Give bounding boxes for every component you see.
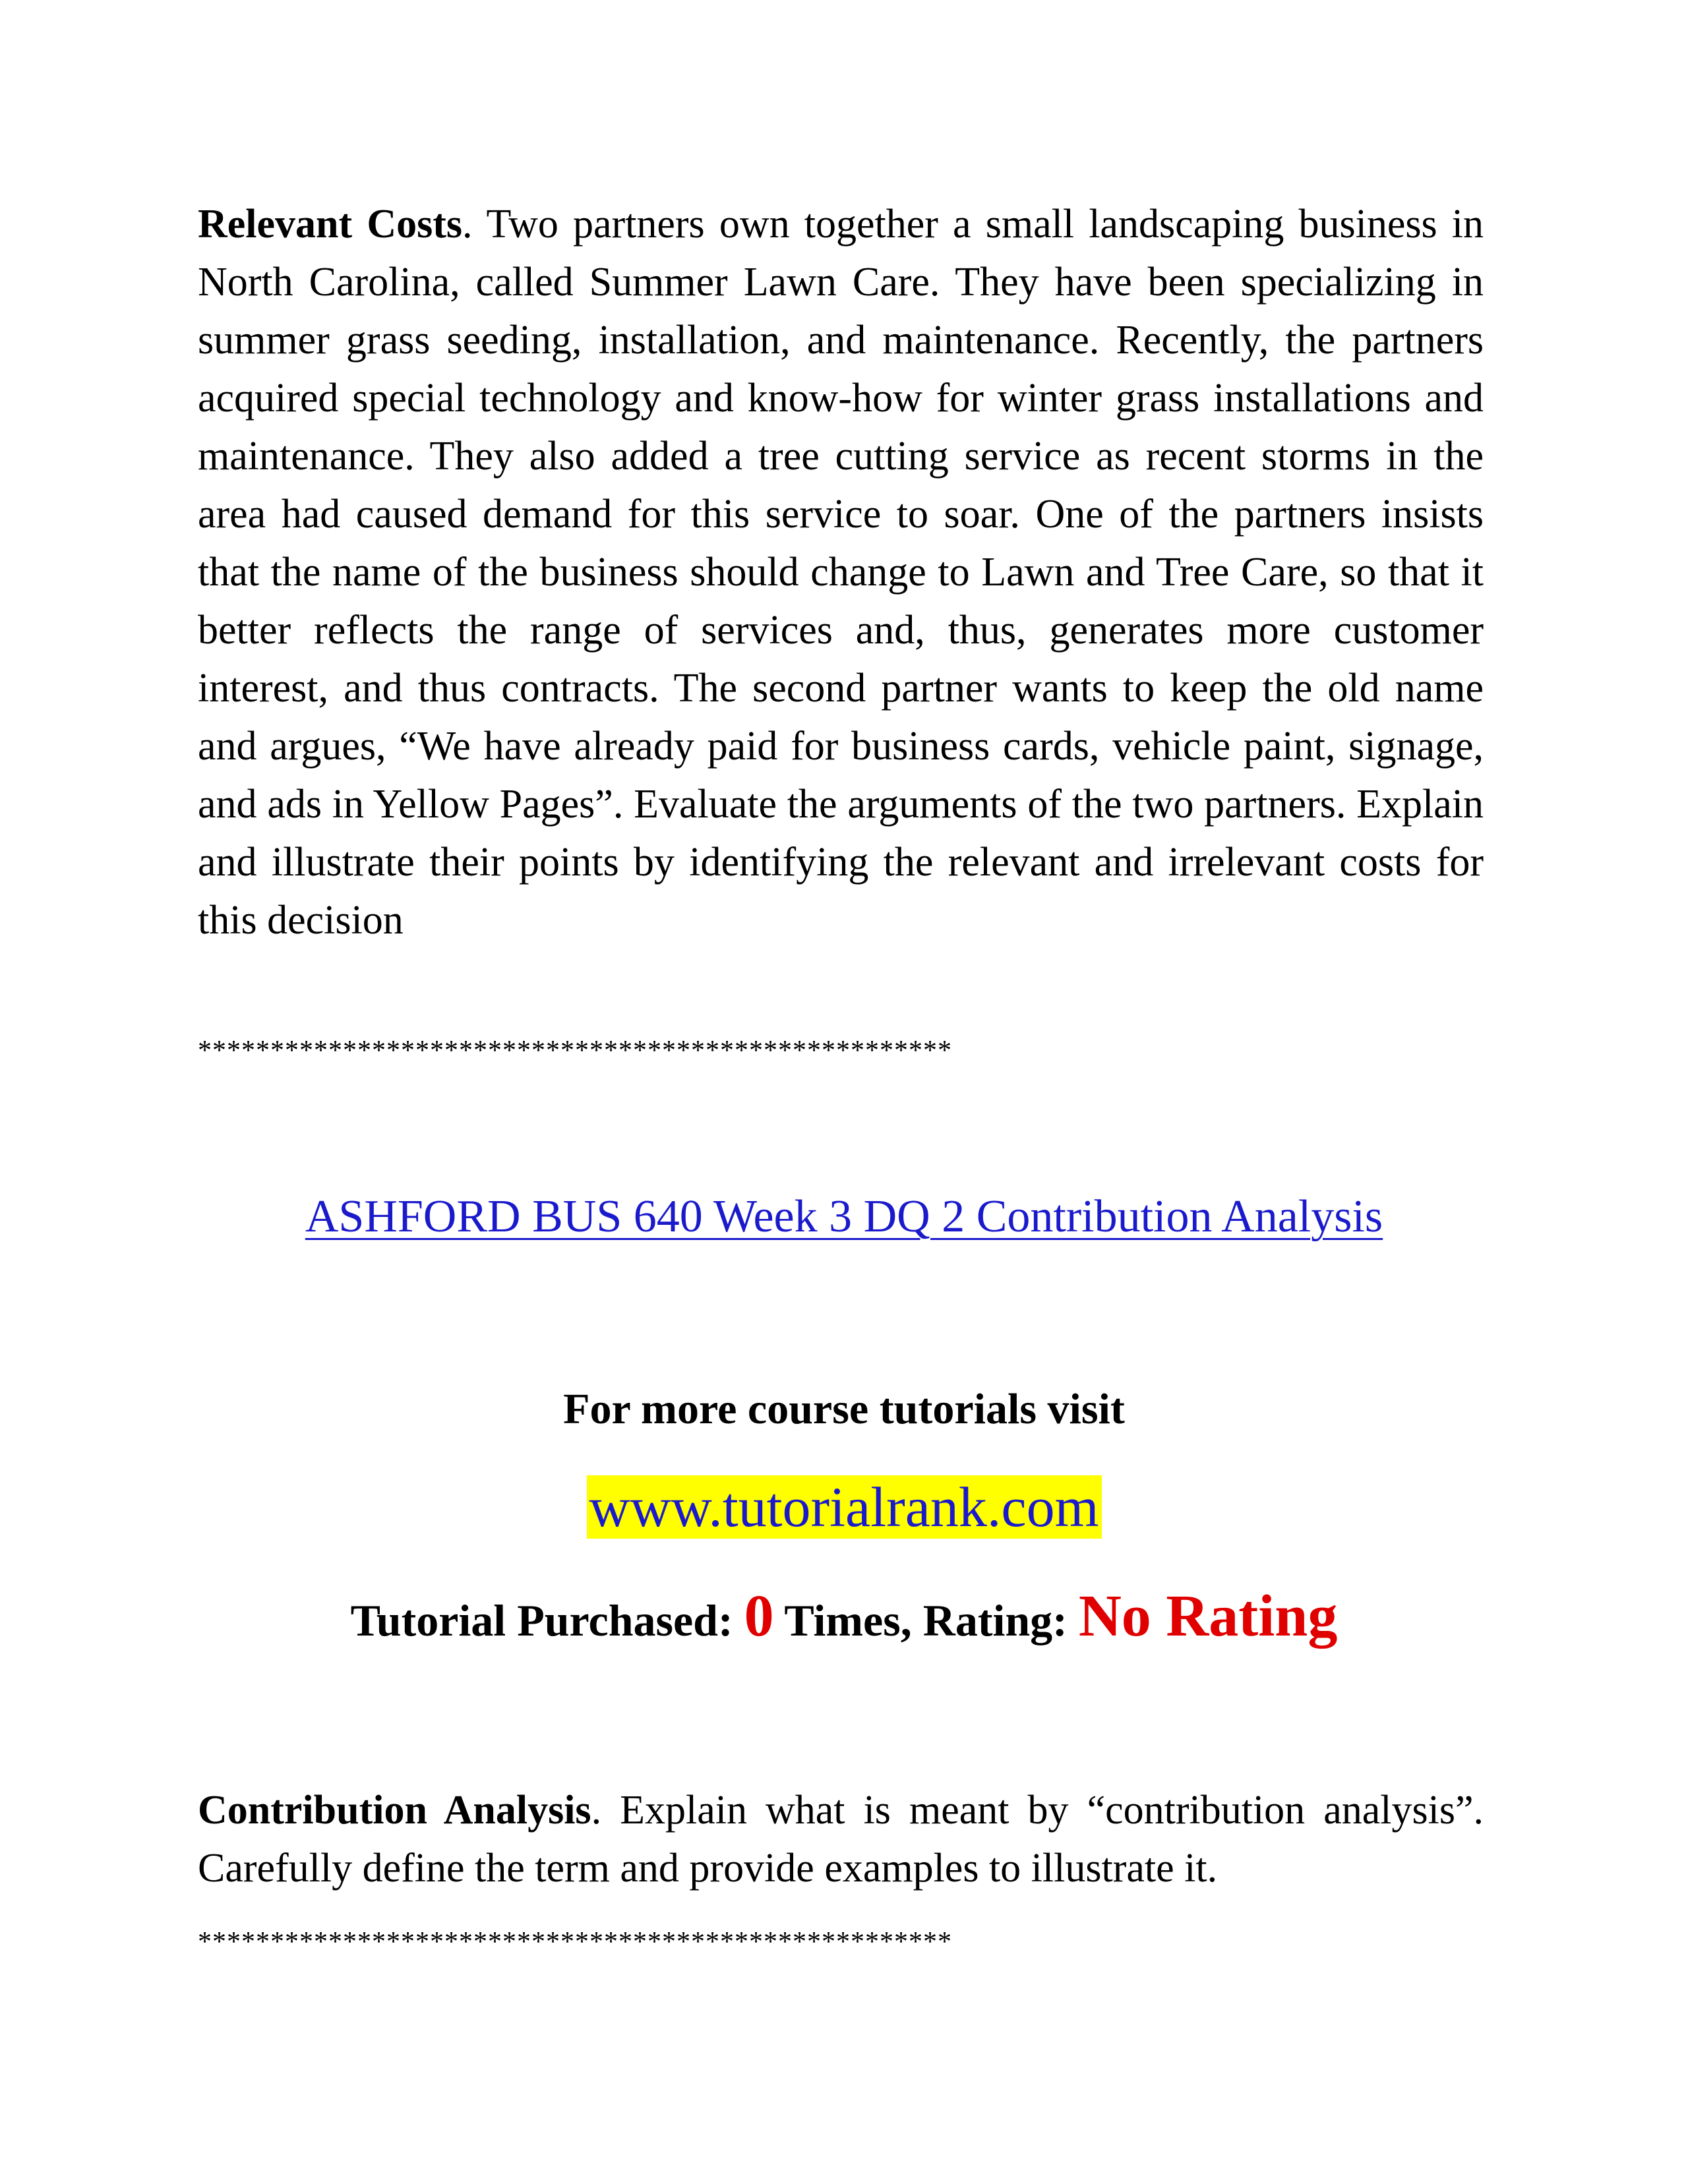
- question-heading: Contribution Analysis: [198, 1788, 591, 1833]
- purchased-count: 0: [744, 1583, 774, 1649]
- more-tutorials-text: For more course tutorials visit: [563, 1385, 1125, 1433]
- separator-line: ****************************************************: [198, 1927, 952, 1957]
- times-rating-label: Times, Rating:: [773, 1595, 1079, 1645]
- question-heading: Relevant Costs: [198, 202, 462, 247]
- question-relevant-costs: [198, 195, 1484, 949]
- rating-value: No Rating: [1078, 1583, 1338, 1649]
- question-body: . Explain what is meant by “contribution analysis”. Carefully define the term and provide examples to illustrate it.: [198, 1788, 1484, 1891]
- tutorial-title-link[interactable]: ASHFORD BUS 640 Week 3 DQ 2 Contribution Analysis: [305, 1191, 1383, 1242]
- question-body: . Two partners own together a small landscaping business in North Carolina, called Summer Lawn Care. They have been specializing in summer grass seeding, installation, and maintenance. Recently, the partners acquired special technology and know-how for winter grass installations and maintenance. They also added a tree cutting service as recent storms in the area had caused demand for this service to soar. One of the partners insists that the name of the business should change to Lawn and Tree Care, so that it better reflects the range of services and, thus, generates more customer interest, and thus contracts. The second partner wants to keep the old name and argues, “We have already paid for business cards, vehicle paint, signage, and ads in Yellow Pages”. Evaluate the arguments of the two partners. Explain and illustrate their points by identifying the relevant and irrelevant costs for this decision: [198, 202, 1484, 943]
- site-url-line: [0, 1474, 1688, 1540]
- separator-line: ****************************************************: [198, 1036, 952, 1066]
- tutorial-stats: [0, 1582, 1688, 1650]
- purchased-label: Tutorial Purchased:: [350, 1595, 744, 1645]
- site-url-link[interactable]: www.tutorialrank.com: [587, 1475, 1102, 1539]
- question-contribution-analysis: [198, 1781, 1484, 1897]
